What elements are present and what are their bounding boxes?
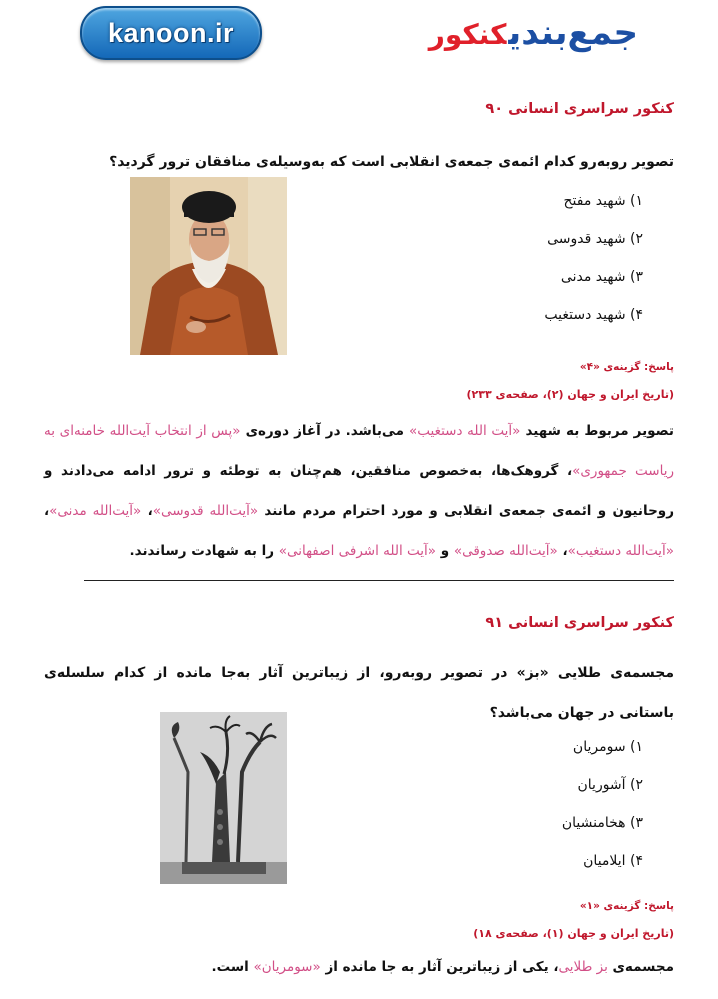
kanoon-logo-text: kanoon.ir <box>107 17 234 48</box>
explanation-2-text: است. <box>211 959 254 975</box>
explanation-1-highlight: «آیت‌الله دستغیب» <box>567 543 674 559</box>
explanation-1-highlight: «آیت الله دستغیب» <box>408 423 521 439</box>
jambandi-konkur-logo <box>429 6 638 60</box>
explanation-1-highlight: «آیت الله اشرفی اصفهانی» <box>278 543 437 559</box>
explanation-1-text: ، <box>141 503 153 519</box>
explanation-1-text: را به شهادت رساندند. <box>129 543 279 559</box>
explanation-1-highlight: «آیت‌الله مدنی» <box>49 503 142 519</box>
exam-title-90: کنکور سراسری انسانی ۹۰ <box>485 101 674 117</box>
explanation-2 <box>44 947 674 987</box>
logo-title-part1: جمع‌بندی <box>508 13 638 53</box>
question-2-option-4[interactable]: ۴) ایلامیان <box>583 853 643 869</box>
reference-2: (تاریخ ایران و جهان (۱)، صفحه‌ی ۱۸) <box>473 927 674 940</box>
logo-title-part2: کنکور <box>428 18 507 51</box>
explanation-1-text: و <box>436 543 454 559</box>
cleric-portrait-photo <box>130 177 287 355</box>
question-1-option-2[interactable]: ۲) شهید قدوسی <box>547 231 643 247</box>
explanation-2-text: ، یکی از زیباترین آثار به جا مانده از <box>320 959 559 975</box>
explanation-1-text: می‌باشد. در آغاز دوره‌ی <box>240 423 409 439</box>
question-2-option-2[interactable]: ۲) آشوریان <box>577 777 643 793</box>
question-1: تصویر روبه‌رو کدام ائمه‌ی جمعه‌ی انقلابی است که به‌وسیله‌ی منافقان ترور گردید؟ <box>109 154 674 170</box>
question-1-option-1[interactable]: ۱) شهید مفتح <box>563 193 643 209</box>
explanation-2-text: مجسمه‌ی <box>607 959 674 975</box>
golden-goat-statue-photo <box>160 712 287 884</box>
explanation-1-text: تصویر مربوط به شهید <box>520 423 674 439</box>
explanation-1-text: ، <box>44 503 50 519</box>
answer-1: پاسخ: گزینه‌ی «۴» <box>579 361 674 373</box>
question-1-option-4[interactable]: ۴) شهید دستغیب <box>544 307 643 323</box>
explanation-1 <box>44 411 674 571</box>
explanation-1-highlight: «پس از انتخاب آیت‌الله خامنه‌ای به ریاست جمهوری» <box>44 423 674 479</box>
question-2: مجسمه‌ی طلایی «بز» در تصویر روبه‌رو، از زیباترین آثار به‌جا مانده از کدام سلسله‌ی باستانی در جهان می‌باشد؟ <box>44 665 674 721</box>
explanation-1-text: ، <box>557 543 568 559</box>
explanation-1-highlight: «آیت‌الله صدوقی» <box>453 543 558 559</box>
explanation-2-highlight: «سومریان» <box>253 959 321 975</box>
explanation-2-highlight: بز طلایی <box>558 959 608 975</box>
exam-title-91: کنکور سراسری انسانی ۹۱ <box>485 615 674 631</box>
question-1-option-3[interactable]: ۳) شهید مدنی <box>560 269 643 285</box>
section-divider <box>84 580 674 581</box>
kanoon-logo[interactable] <box>80 6 262 60</box>
question-2-option-3[interactable]: ۳) هخامنشیان <box>561 815 643 831</box>
answer-2: پاسخ: گزینه‌ی «۱» <box>579 900 674 912</box>
question-2-option-1[interactable]: ۱) سومریان <box>572 739 643 755</box>
reference-1: (تاریخ ایران و جهان (۲)، صفحه‌ی ۲۳۳) <box>466 388 674 401</box>
explanation-1-highlight: «آیت‌الله قدوسی» <box>152 503 259 519</box>
explanation-1-text: ، گروهک‌ها، به‌خصوص منافقین، هم‌چنان به توطئه و ترور ادامه می‌دادند و روحانیون و ائمه‌ی جمعه‌ی انقلابی و مورد احترام مردم مانند <box>44 463 674 519</box>
